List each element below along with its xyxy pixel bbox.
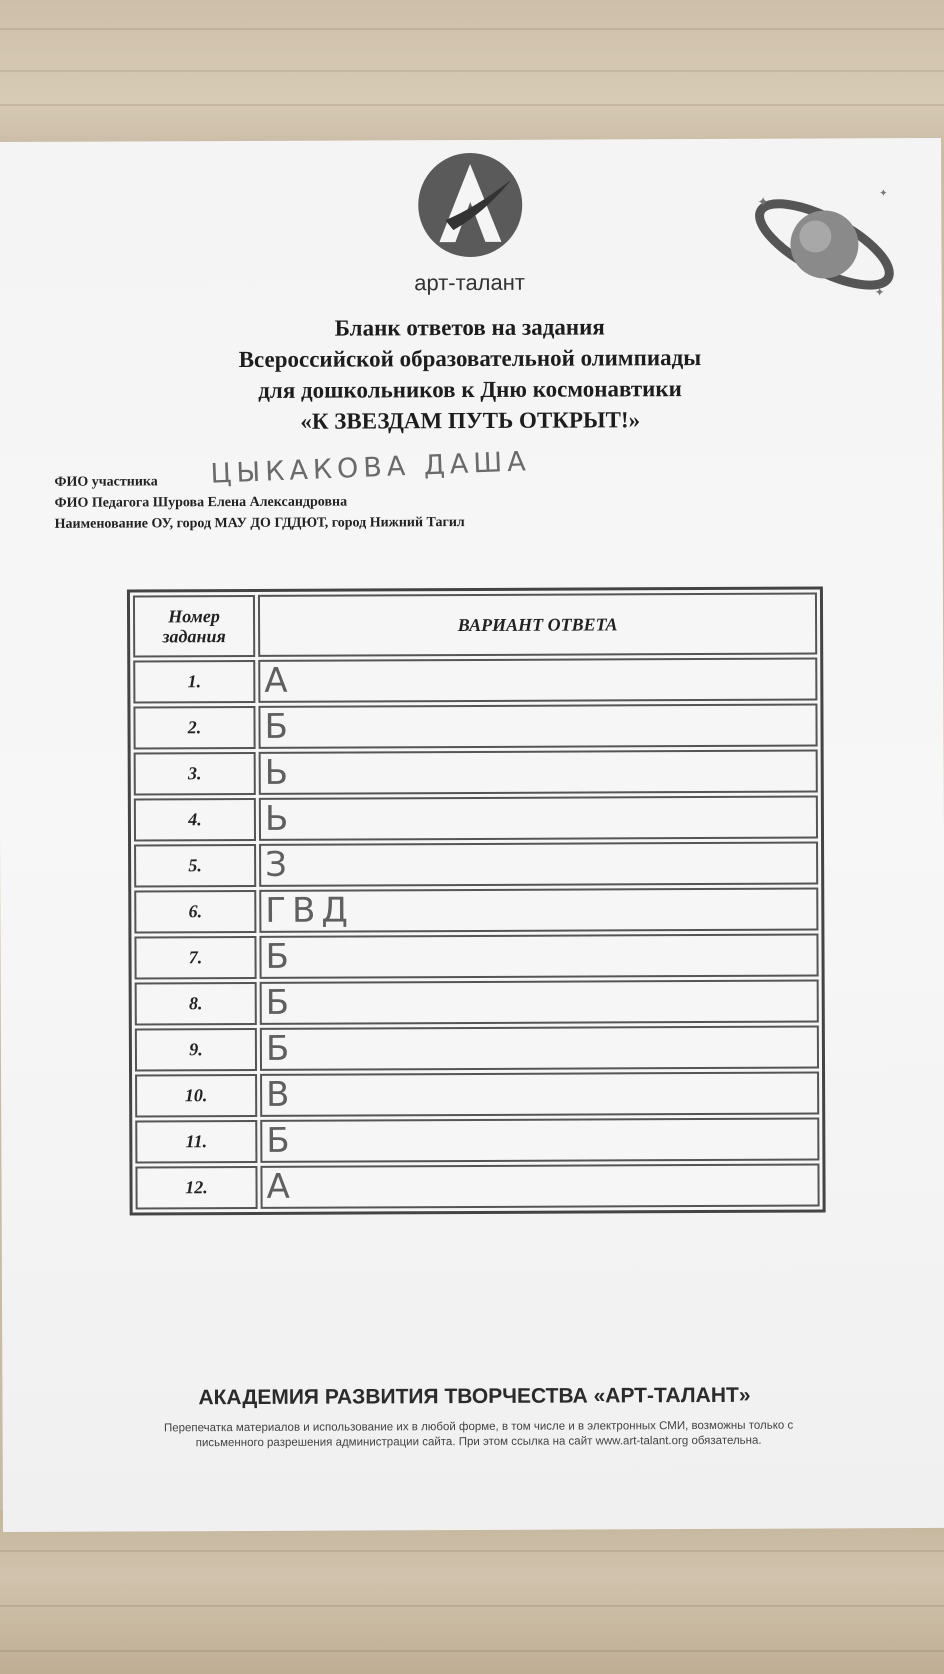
- footer-title: АКАДЕМИЯ РАЗВИТИЯ ТВОРЧЕСТВА «АРТ-ТАЛАНТ»: [198, 1383, 751, 1410]
- table-row: [135, 1071, 819, 1117]
- table-header-row: [133, 592, 817, 657]
- participant-label: ФИО участника: [54, 474, 158, 490]
- task-number: 9.: [135, 1028, 257, 1072]
- answer-cell: А: [260, 1163, 819, 1208]
- task-number: 4.: [134, 798, 256, 842]
- answer-cell: Ь: [259, 749, 818, 794]
- title-line: «К ЗВЕЗДАМ ПУТЬ ОТКРЫТ!»: [300, 407, 641, 434]
- svg-text:✦: ✦: [874, 285, 885, 300]
- header-number: [133, 595, 255, 658]
- answer-cell: В: [260, 1071, 819, 1116]
- footer-note-line: письменного разрешения администрации сайта. При этом ссылка на сайт www.art-talant.org обязательна.: [195, 1434, 762, 1450]
- table-row: [135, 1163, 819, 1209]
- answer-cell: А: [258, 657, 817, 702]
- header-answer: ВАРИАНТ ОТВЕТА: [258, 592, 817, 656]
- table-row: [135, 1025, 819, 1071]
- task-number: 7.: [134, 936, 256, 980]
- footer-note: [99, 1418, 859, 1451]
- answer-cell: Б: [258, 703, 817, 748]
- answer-cell: Б: [260, 1117, 819, 1162]
- answer-cell: Ь: [259, 795, 818, 840]
- task-number: 12.: [135, 1166, 257, 1210]
- task-number: 1.: [133, 660, 255, 704]
- table-row: [133, 703, 817, 749]
- school-line: Наименование ОУ, город МАУ ДО ГДДЮТ, город Нижний Тагил: [54, 515, 465, 532]
- header-number-line: задания: [162, 626, 226, 647]
- table-row: [134, 841, 818, 887]
- answer-cell: Б: [260, 979, 819, 1024]
- task-number: 3.: [134, 752, 256, 796]
- svg-text:✦: ✦: [757, 195, 770, 211]
- sheet-title: [0, 310, 942, 438]
- answer-cell: Б: [259, 933, 818, 978]
- participant-name-handwritten: ЦЫКАКОВА ДАША: [209, 446, 532, 490]
- task-number: 8.: [135, 982, 257, 1026]
- art-talant-logo-icon: [415, 150, 525, 260]
- answer-cell: Б: [260, 1025, 819, 1070]
- table-row: [134, 933, 818, 979]
- answer-cell: ГВД: [259, 887, 818, 932]
- brand-name: арт-талант: [414, 269, 526, 296]
- task-number: 2.: [133, 706, 255, 750]
- table-row: [134, 795, 818, 841]
- title-line: Всероссийской образовательной олимпиады: [238, 344, 702, 373]
- planet-icon: [749, 176, 900, 307]
- task-number: 10.: [135, 1074, 257, 1118]
- teacher-line: ФИО Педагога Шурова Елена Александровна: [54, 494, 348, 511]
- task-number: 6.: [134, 890, 256, 934]
- title-line: Бланк ответов на задания: [334, 314, 605, 341]
- wood-surface: [0, 1510, 944, 1674]
- answer-sheet: [0, 138, 944, 1532]
- table-row: [134, 749, 818, 795]
- header-number-line: Номер: [168, 606, 220, 627]
- answers-table: [127, 586, 826, 1215]
- title-line: для дошкольников к Дню космонавтики: [258, 376, 682, 403]
- task-number: 5.: [134, 844, 256, 888]
- svg-text:✦: ✦: [879, 188, 888, 200]
- table-row: [135, 979, 819, 1025]
- task-number: 11.: [135, 1120, 257, 1164]
- table-row: [134, 887, 818, 933]
- table-row: [135, 1117, 819, 1163]
- answer-cell: З: [259, 841, 818, 886]
- table-row: [133, 657, 817, 703]
- footer-note-line: Перепечатка материалов и использование их в любой форме, в том числе и в электронных СМИ, возможны только с: [163, 1419, 794, 1435]
